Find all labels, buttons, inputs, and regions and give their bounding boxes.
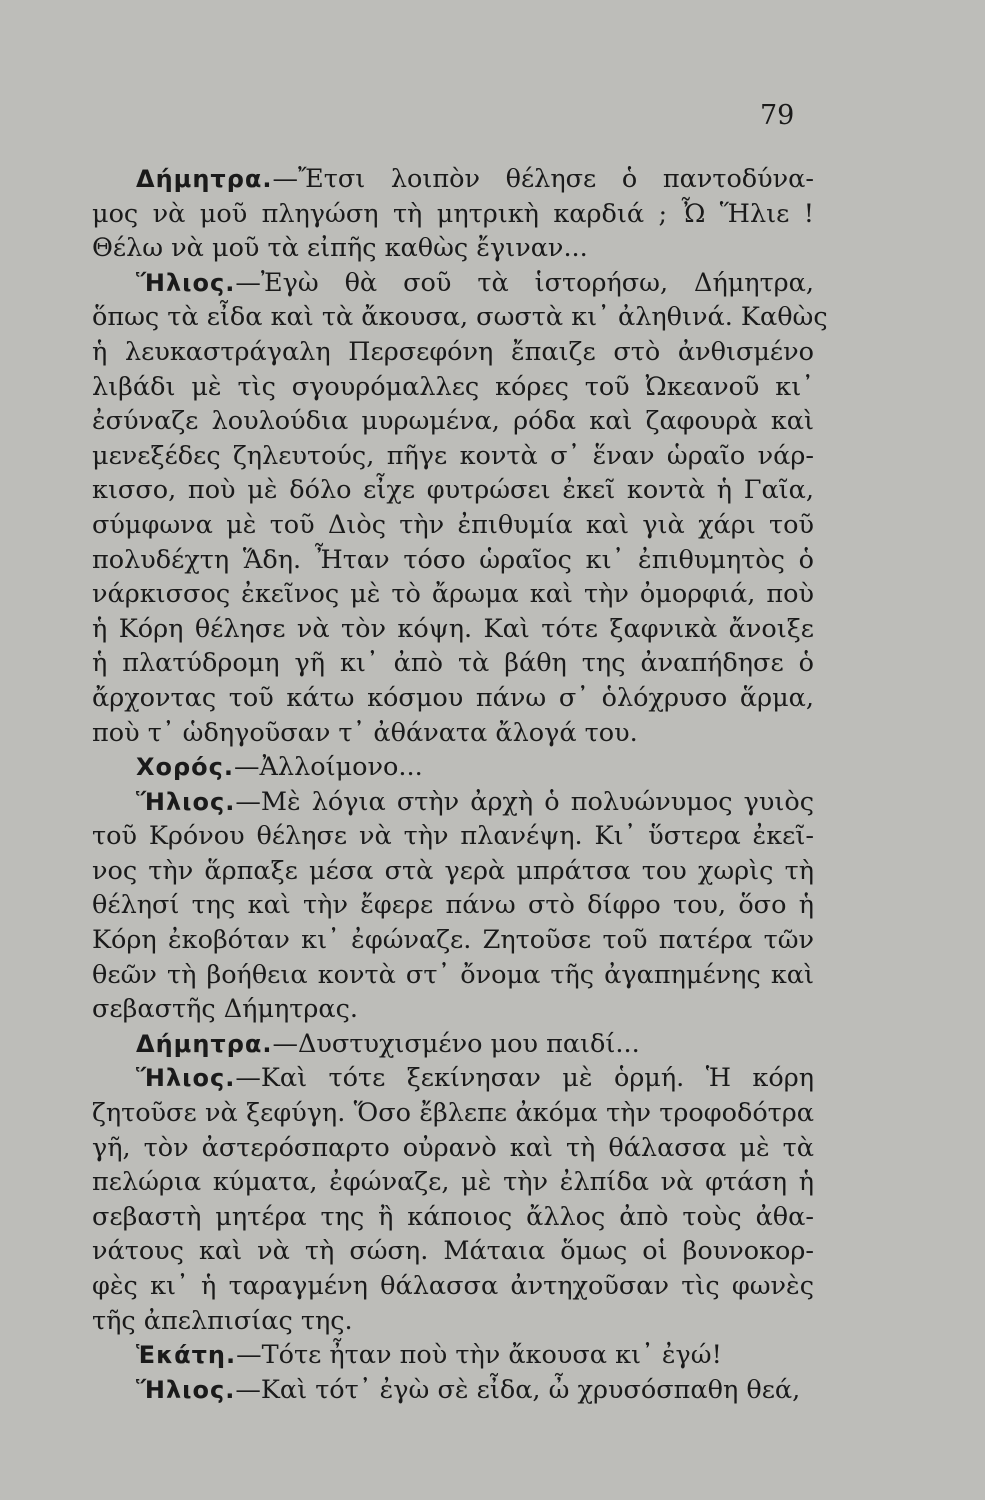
line-text: —Ἐγὼ θὰ σοῦ τὰ ἱστορήσω, Δήμητρα, <box>235 267 814 298</box>
text-line <box>48 543 814 578</box>
speaker-name: Δήμητρα. <box>136 165 273 193</box>
dialogue-paragraph <box>92 162 814 266</box>
speaker-name: Ἥλιος. <box>136 787 236 816</box>
text-line <box>48 370 814 405</box>
line-text: —Τότε ἦταν ποὺ τὴν ἄκουσα κι᾽ ἐγώ! <box>236 1340 722 1371</box>
text-line <box>48 197 814 232</box>
text-line <box>48 854 814 889</box>
dialogue-paragraph <box>92 1061 814 1338</box>
line-text: ὅπως τὰ εἶδα καὶ τὰ ἄκουσα, σωστὰ κι᾽ ἀληθινά. Καθὼς <box>92 302 828 333</box>
text-line <box>48 231 814 266</box>
text-line <box>48 1096 814 1131</box>
line-text: ἄρχοντας τοῦ κάτω κόσμου πάνω σ᾽ ὁλόχρυσο ἅρμα, <box>92 682 814 713</box>
line-text: σύμφωνα μὲ τοῦ Διὸς τὴν ἐπιθυμία καὶ γιὰ χάρι τοῦ <box>92 509 814 540</box>
text-line <box>48 992 814 1027</box>
line-text: ζητοῦσε νὰ ξεφύγη. Ὅσο ἔβλεπε ἀκόμα τὴν τροφοδότρα <box>92 1098 814 1129</box>
text-line <box>48 335 814 370</box>
text-line <box>48 888 814 923</box>
line-text: νος τὴν ἅρπαξε μέσα στὰ γερὰ μπράτσα του χωρὶς τὴ <box>92 855 814 886</box>
text-line <box>48 716 814 751</box>
line-text: —Καὶ τότ᾽ ἐγὼ σὲ εἶδα, ὦ χρυσόσπαθη θεά, <box>235 1374 801 1405</box>
page-number: 79 <box>760 100 795 131</box>
line-text: —Καὶ τότε ξεκίνησαν μὲ ὁρμή. Ἡ κόρη <box>235 1063 814 1094</box>
text-line <box>48 439 814 474</box>
line-text: νάτους καὶ νὰ τὴ σώση. Μάταια ὅμως οἱ βουνοκορ- <box>92 1236 814 1267</box>
line-text: πελώρια κύματα, ἐφώναζε, μὲ τὴν ἐλπίδα νὰ φτάση ἡ <box>92 1167 814 1198</box>
line-text: τοῦ Κρόνου θέλησε νὰ τὴν πλανέψη. Κι᾽ ὕστερα ἐκεῖ- <box>92 821 814 852</box>
line-text: νάρκισσος ἐκεῖνος μὲ τὸ ἄρωμα καὶ τὴν ὀμορφιά, ποὺ <box>92 579 814 610</box>
text-line <box>48 1131 814 1166</box>
line-text: τῆς ἀπελπισίας της. <box>92 1305 353 1336</box>
text-line <box>48 681 814 716</box>
dialogue-paragraph <box>92 785 814 1027</box>
line-text: —Δυστυχισμένο μου παιδί... <box>272 1028 640 1059</box>
line-text: σεβαστὴ μητέρα της ἢ κάποιος ἄλλος ἀπὸ τοὺς ἀθα- <box>92 1201 814 1232</box>
line-text: πολυδέχτη Ἅδη. Ἦταν τόσο ὡραῖος κι᾽ ἐπιθυμητὸς ὁ <box>92 544 814 575</box>
line-text: Θέλω νὰ μοῦ τὰ εἰπῆς καθὼς ἔγιναν... <box>92 233 588 264</box>
text-line <box>92 1061 814 1096</box>
text-line <box>48 1269 814 1304</box>
text-line <box>92 1338 814 1373</box>
line-text: —Μὲ λόγια στὴν ἀρχὴ ὁ πολυώνυμος γυιὸς <box>235 786 814 817</box>
text-line <box>48 646 814 681</box>
line-text: —Ἀλλοίμονο... <box>234 752 423 783</box>
speaker-name: Ἥλιος. <box>136 268 236 297</box>
text-line <box>48 1200 814 1235</box>
text-line <box>48 473 814 508</box>
line-text: θεῶν τὴ βοήθεια κοντὰ στ᾽ ὄνομα τῆς ἀγαπημένης καὶ <box>92 959 814 990</box>
line-text: σεβαστῆς Δήμητρας. <box>92 994 359 1025</box>
text-line <box>92 1373 814 1408</box>
line-text: λιβάδι μὲ τὶς σγουρόμαλλες κόρες τοῦ Ὠκεανοῦ κι᾽ <box>92 371 814 402</box>
dialogue-paragraph <box>92 1338 814 1373</box>
text-line <box>48 923 814 958</box>
line-text: μος νὰ μοῦ πληγώση τὴ μητρικὴ καρδιά ; Ὦ Ἥλιε ! <box>92 198 814 229</box>
line-text: Κόρη ἐκοβόταν κι᾽ ἐφώναζε. Ζητοῦσε τοῦ πατέρα τῶν <box>92 925 814 956</box>
speaker-name: Ἥλιος. <box>136 1375 236 1404</box>
text-line <box>48 404 814 439</box>
dialogue-paragraph <box>92 1373 814 1408</box>
line-text: θέλησί της καὶ τὴν ἔφερε πάνω στὸ δίφρο του, ὅσο ἡ <box>92 890 814 921</box>
line-text: ἡ Κόρη θέλησε νὰ τὸν κόψη. Καὶ τότε ξαφνικὰ ἄνοιξε <box>92 613 814 644</box>
dialogue-paragraph <box>92 266 828 750</box>
line-text: μενεξέδες ζηλευτούς, πῆγε κοντὰ σ᾽ ἕναν ὡραῖο νάρ- <box>92 440 814 471</box>
dialogue-paragraph <box>92 750 814 785</box>
speaker-name: Ἑκάτη. <box>136 1341 237 1370</box>
text-line <box>92 162 814 197</box>
text-line <box>92 785 814 820</box>
text-line <box>92 1027 814 1062</box>
line-text: ἡ πλατύδρομη γῆ κι᾽ ἀπὸ τὰ βάθη της ἀναπήδησε ὁ <box>92 648 814 679</box>
line-text: ἡ λευκαστράγαλη Περσεφόνη ἔπαιζε στὸ ἀνθισμένο <box>92 336 814 367</box>
dialogue-text <box>92 162 828 1407</box>
text-line <box>48 819 814 854</box>
text-line <box>92 266 814 301</box>
speaker-name: Δήμητρα. <box>136 1029 273 1058</box>
speaker-name: Ἥλιος. <box>136 1064 236 1093</box>
line-text: γῆ, τὸν ἀστερόσπαρτο οὐρανὸ καὶ τὴ θάλασσα μὲ τὰ <box>92 1132 814 1163</box>
line-text: φὲς κι᾽ ἡ ταραγμένη θάλασσα ἀντηχοῦσαν τὶς φωνὲς <box>92 1271 814 1301</box>
text-line <box>48 612 814 647</box>
text-line <box>48 577 814 612</box>
dialogue-paragraph <box>92 1027 814 1062</box>
line-text: ἐσύναζε λουλούδια μυρωμένα, ρόδα καὶ ζαφουρὰ καὶ <box>92 406 814 437</box>
text-line <box>48 958 814 993</box>
line-text: κισσο, ποὺ μὲ δόλο εἶχε φυτρώσει ἐκεῖ κοντὰ ἡ Γαῖα, <box>92 475 814 506</box>
line-text: —Ἔτσι λοιπὸν θέλησε ὁ παντοδύνα- <box>272 164 814 194</box>
text-line <box>92 750 814 785</box>
text-line <box>48 1165 814 1200</box>
text-line <box>48 1234 814 1269</box>
text-line <box>48 300 828 335</box>
line-text: ποὺ τ᾽ ὡδηγοῦσαν τ᾽ ἀθάνατα ἄλογά του. <box>92 717 638 748</box>
text-line <box>48 508 814 543</box>
speaker-name: Χορός. <box>136 753 235 782</box>
text-line <box>48 1304 814 1339</box>
